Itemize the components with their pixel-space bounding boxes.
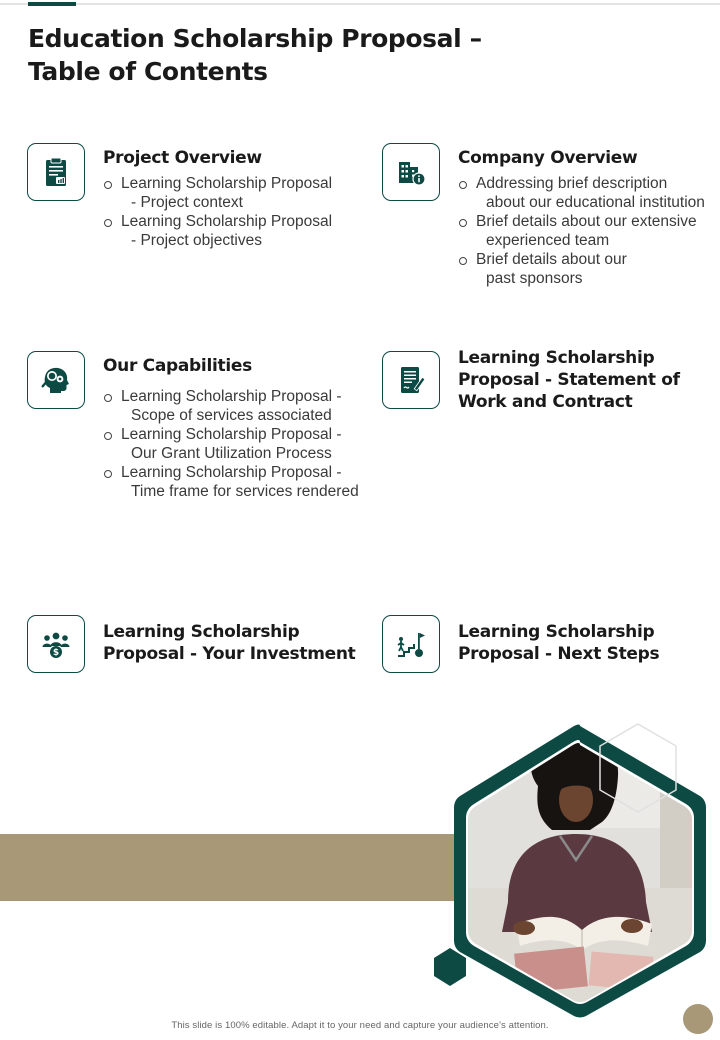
section-title-line: Project Overview <box>103 148 262 168</box>
list-item <box>103 387 367 425</box>
bullet-line: Brief details about our <box>476 251 627 268</box>
section-company-overview <box>382 143 712 303</box>
section-title <box>103 621 373 665</box>
top-divider <box>0 3 720 5</box>
bullet-line: Addressing brief description <box>476 175 668 192</box>
section-title-line: Our Capabilities <box>103 356 252 376</box>
bullet-list <box>103 174 363 250</box>
bullet-line: Brief details about our extensive <box>476 213 697 230</box>
decorative-tan-band <box>0 834 470 901</box>
section-title-line: Company Overview <box>458 148 638 168</box>
team-money-icon <box>27 615 85 673</box>
bullet-line: - Project objectives <box>131 232 262 249</box>
page-title-line-2: Table of Contents <box>28 57 268 86</box>
bullet-line: about our educational institution <box>486 194 705 211</box>
building-info-icon <box>382 143 440 201</box>
section-title-line: Learning Scholarship <box>458 348 655 368</box>
footer-note: This slide is 100% editable. Adapt it to your need and capture your audience’s attention. <box>171 1020 549 1031</box>
stairs-goal-icon <box>382 615 440 673</box>
section-title <box>103 147 363 169</box>
list-item <box>103 425 367 463</box>
list-item <box>458 212 708 250</box>
bullet-list <box>103 387 367 501</box>
decorative-small-hexagon <box>434 948 466 986</box>
svg-text:$: $ <box>52 648 60 659</box>
bullet-line: past sponsors <box>486 270 583 287</box>
page-title <box>28 22 588 88</box>
bullet-line: - Project context <box>131 194 243 211</box>
top-accent-bar <box>28 2 76 6</box>
head-magnifier-gear-icon <box>27 351 85 409</box>
list-item <box>458 174 708 212</box>
section-statement-of-work <box>382 348 712 431</box>
bullet-line: Our Grant Utilization Process <box>131 445 332 462</box>
list-item <box>103 212 363 250</box>
section-title <box>103 355 367 377</box>
hexagon-photo-frame <box>420 718 720 1018</box>
section-title-line: Proposal - Next Steps <box>458 644 660 664</box>
bullet-line: Learning Scholarship Proposal - <box>121 388 342 405</box>
section-title <box>458 621 708 665</box>
section-your-investment <box>27 615 367 675</box>
bullet-line: Scope of services associated <box>131 407 332 424</box>
section-next-steps <box>382 615 712 675</box>
bullet-line: Time frame for services rendered <box>131 483 359 500</box>
bullet-line: experienced team <box>486 232 610 249</box>
bullet-line: Learning Scholarship Proposal - <box>121 464 342 481</box>
bullet-line: Learning Scholarship Proposal - <box>121 426 342 443</box>
contract-pen-icon <box>382 351 440 409</box>
section-title-line: Learning Scholarship <box>458 622 655 642</box>
section-title-line: Proposal - Your Investment <box>103 644 356 664</box>
page-title-line-1: Education Scholarship Proposal – <box>28 24 482 53</box>
bullet-line: Learning Scholarship Proposal <box>121 175 333 192</box>
section-title-line: Learning Scholarship <box>103 622 300 642</box>
section-title <box>458 147 708 169</box>
clipboard-report-icon <box>27 143 85 201</box>
section-title-line: Work and Contract <box>458 392 633 412</box>
section-title-line: Proposal - Statement of <box>458 370 680 390</box>
section-title <box>458 347 708 413</box>
section-our-capabilities <box>27 351 367 511</box>
list-item <box>458 250 708 288</box>
list-item <box>103 463 367 501</box>
list-item <box>103 174 363 212</box>
section-project-overview <box>27 143 357 263</box>
bullet-list <box>458 174 708 288</box>
bullet-line: Learning Scholarship Proposal <box>121 213 333 230</box>
